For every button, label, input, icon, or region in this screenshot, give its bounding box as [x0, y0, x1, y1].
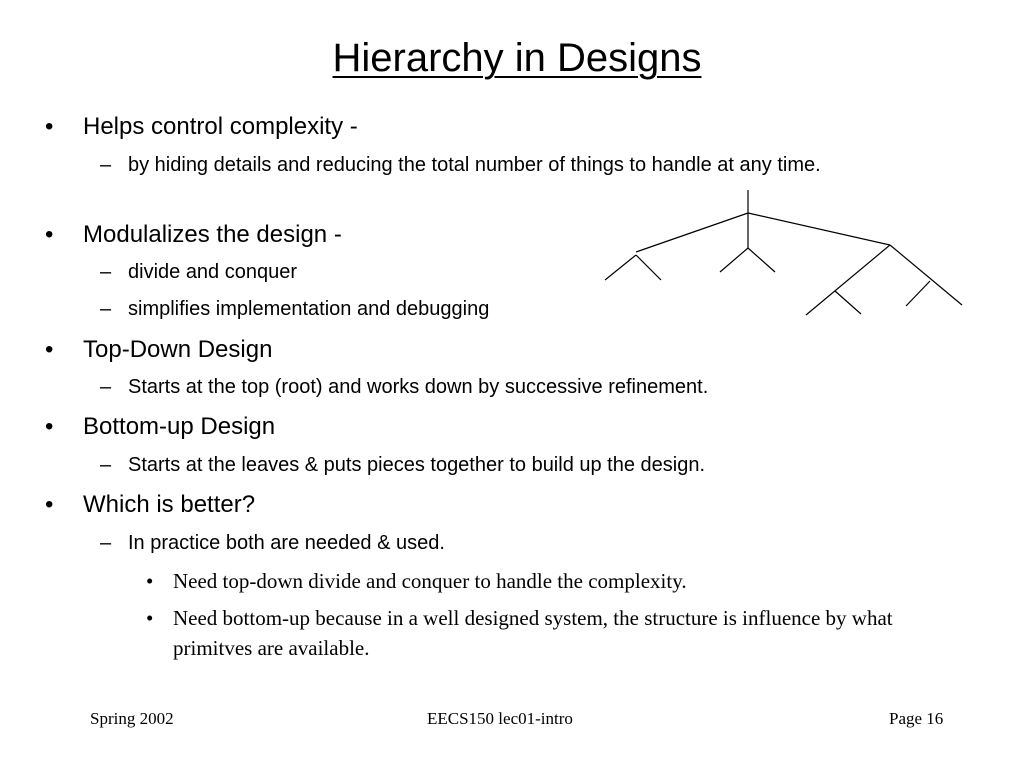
- subsubitem-text: Need bottom-up because in a well designed system, the structure is influence by what primitves are available.: [173, 606, 893, 660]
- dash-marker: –: [100, 376, 112, 398]
- tree-edge-mid-leaf-b: [748, 248, 775, 272]
- tree-edge-right-leaf-a: [835, 291, 861, 314]
- footer-right: Page 16: [889, 709, 944, 728]
- bullet-text: Which is better?: [83, 491, 256, 518]
- tree-edge-right-leaf-b: [906, 281, 930, 306]
- subitem-hiding-details: [100, 151, 970, 179]
- subitem-text: Starts at the leaves & puts pieces together to build up the design.: [128, 454, 706, 476]
- bullet-marker: •: [146, 569, 154, 593]
- dash-marker: –: [100, 261, 112, 283]
- subitem-text: simplifies implementation and debugging: [128, 298, 490, 320]
- tree-edge-mid-leaf-a: [720, 248, 748, 272]
- subitem-text: Starts at the top (root) and works down by successive refinement.: [128, 376, 709, 398]
- bullet-text: Modulalizes the design -: [83, 221, 342, 248]
- dash-marker: –: [100, 454, 112, 476]
- dash-marker: –: [100, 532, 112, 554]
- bullet-marker: •: [45, 113, 54, 140]
- footer-left: Spring 2002: [90, 709, 174, 728]
- bullet-marker: •: [45, 221, 54, 248]
- bullet-marker: •: [45, 413, 54, 440]
- tree-edge-left-leaf-b: [636, 255, 661, 280]
- slide-title: Hierarchy in Designs: [332, 36, 702, 80]
- subitem-text: In practice both are needed & used.: [128, 532, 445, 554]
- dash-marker: –: [100, 298, 112, 320]
- bullet-marker: •: [45, 491, 54, 518]
- dash-marker: –: [100, 154, 112, 176]
- bullet-text: Bottom-up Design: [83, 413, 276, 440]
- bullet-text: Helps control complexity -: [83, 113, 358, 140]
- bullet-text: Top-Down Design: [83, 336, 273, 363]
- footer-center: EECS150 lec01-intro: [427, 709, 573, 728]
- bullet-marker: •: [146, 606, 154, 630]
- tree-edge-root-right: [748, 213, 890, 245]
- subitem-text: divide and conquer: [128, 261, 298, 283]
- tree-edge-right-sub-right: [890, 245, 962, 305]
- tree-edge-left-leaf-a: [605, 255, 636, 280]
- subsubitem-bottom-up: [146, 603, 976, 663]
- tree-edge-right-sub-left: [806, 245, 890, 315]
- subitem-text: by hiding details and reducing the total number of things to handle at any time.: [128, 154, 821, 176]
- bullet-marker: •: [45, 336, 54, 363]
- tree-edge-root-left: [636, 213, 748, 252]
- subsubitem-text: Need top-down divide and conquer to handle the complexity.: [173, 569, 687, 593]
